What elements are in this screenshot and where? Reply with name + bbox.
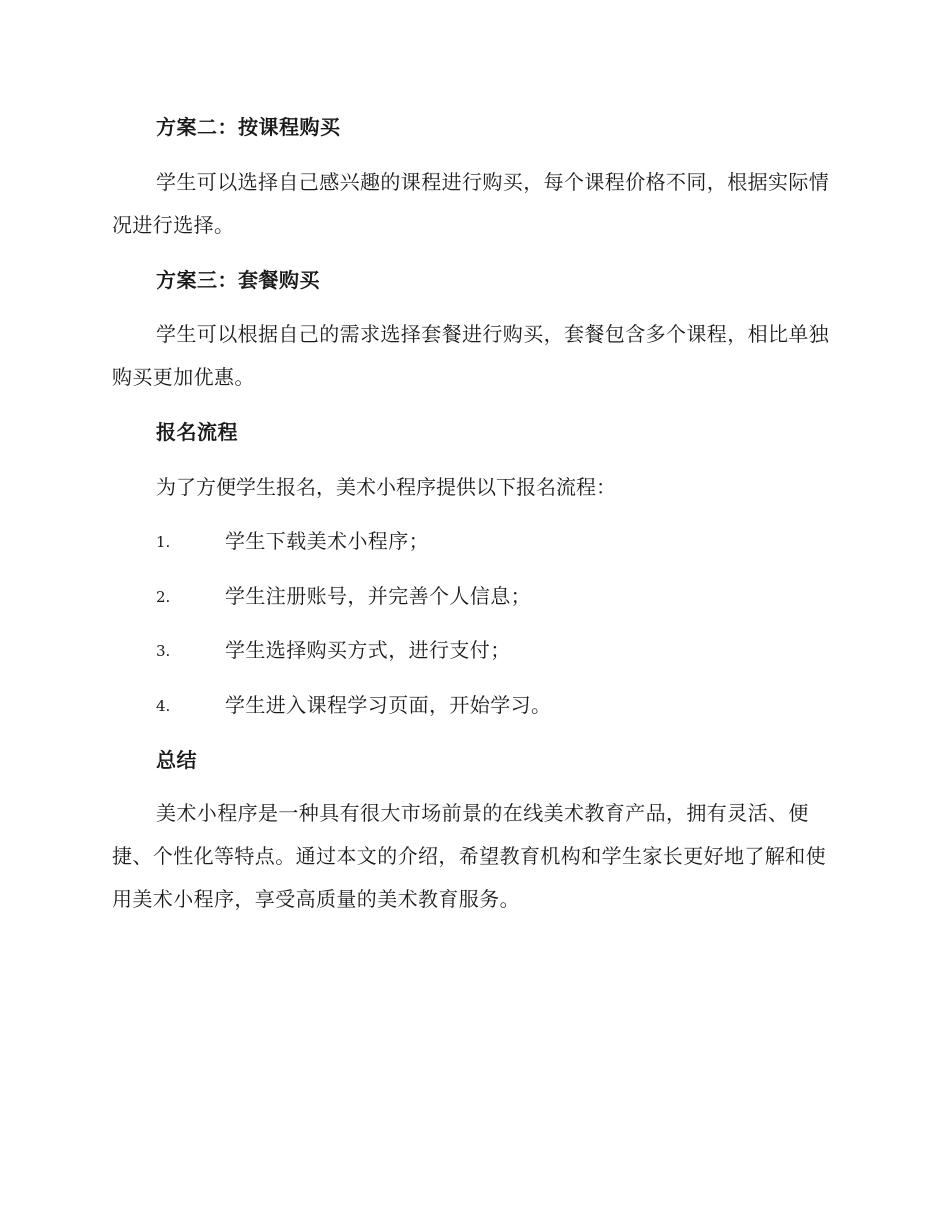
list-text: 学生选择购买方式，进行支付； <box>225 638 511 662</box>
plan2-paragraph: 学生可以选择自己感兴趣的课程进行购买，每个课程价格不同，根据实际情况进行选择。 <box>112 170 830 237</box>
plan2-heading: 方案二：按课程购买 <box>156 115 341 139</box>
summary-paragraph: 美术小程序是一种具有很大市场前景的在线美术教育产品，拥有灵活、便捷、个性化等特点。通过本文的介绍，希望教育机构和学生家长更好地了解和使用美术小程序，享受高质量的美术教育服务。 <box>112 801 826 911</box>
list-text: 学生注册账号，并完善个人信息； <box>225 584 531 608</box>
registration-intro: 为了方便学生报名，美术小程序提供以下报名流程： <box>156 475 616 499</box>
list-text: 学生进入课程学习页面，开始学习。 <box>225 693 552 717</box>
list-number: 4. <box>156 697 171 715</box>
plan3-heading: 方案三：套餐购买 <box>156 268 320 292</box>
list-item <box>156 691 551 720</box>
registration-heading: 报名流程 <box>156 420 238 444</box>
list-item <box>156 636 511 665</box>
list-item <box>156 582 531 611</box>
list-number: 3. <box>156 642 171 660</box>
list-item <box>156 527 429 556</box>
plan3-paragraph: 学生可以根据自己的需求选择套餐进行购买，套餐包含多个课程，相比单独购买更加优惠。 <box>112 322 830 389</box>
summary-heading: 总结 <box>156 748 197 772</box>
list-number: 1. <box>156 533 171 551</box>
list-number: 2. <box>156 588 171 606</box>
list-text: 学生下载美术小程序； <box>225 529 429 553</box>
